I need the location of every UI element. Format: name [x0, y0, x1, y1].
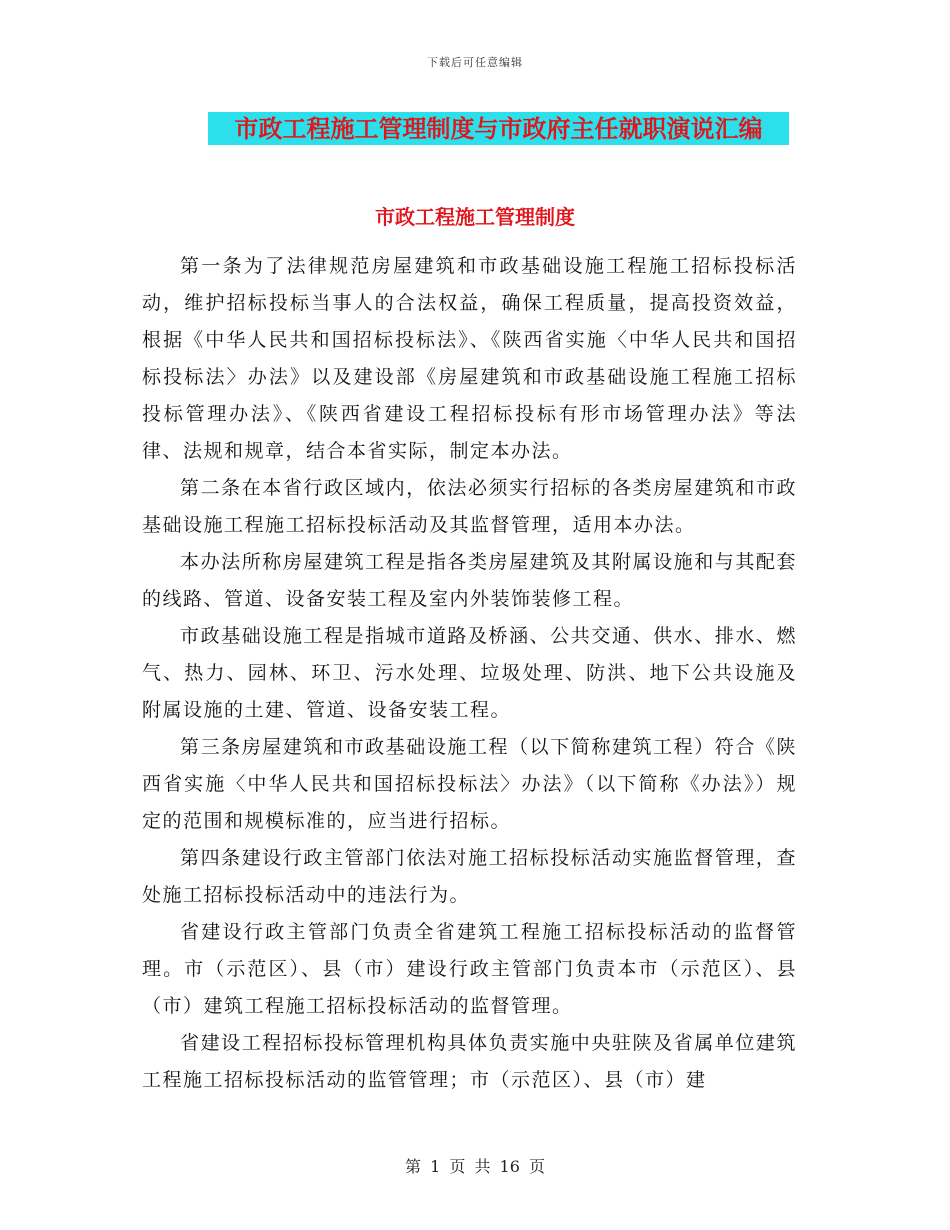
paragraph-provincial-duty: 省建设行政主管部门负责全省建筑工程施工招标投标活动的监督管理。市（示范区）、县（市）建设行政主管部门负责本市（示范区）、县（市）建筑工程施工招标投标活动的监督管理。 [142, 921, 797, 1017]
paragraph-article-1: 第一条为了法律规范房屋建筑和市政基础设施工程施工招标投标活动，维护招标投标当事人的合法权益，确保工程质量，提高投资效益，根据《中华人民共和国招标投标法》、《陕西省实施〈中华人民共和国招标投标法〉办法》以及建设部《房屋建筑和市政基础设施工程施工招标投标管理办法》、《陕西省建设工程招标投标有形市场管理办法》等法律、法规和规章，结合本省实际，制定本办法。 [142, 255, 797, 462]
paragraph-agency-duty: 省建设工程招标投标管理机构具体负责实施中央驻陕及省属单位建筑工程施工招标投标活动的监管管理；市（示范区）、县（市）建 [142, 1032, 797, 1091]
body-text [142, 248, 797, 1099]
section-title: 市政工程施工管理制度 [375, 205, 575, 229]
document-title: 市政工程施工管理制度与市政府主任就职演说汇编 [208, 112, 789, 145]
paragraph-building-definition: 本办法所称房屋建筑工程是指各类房屋建筑及其附属设施和与其配套的线路、管道、设备安装工程及室内外装饰装修工程。 [142, 551, 797, 610]
paragraph-municipal-definition: 市政基础设施工程是指城市道路及桥涵、公共交通、供水、排水、燃气、热力、园林、环卫、污水处理、垃圾处理、防洪、地下公共设施及附属设施的土建、管道、设备安装工程。 [142, 625, 797, 721]
paragraph-article-3: 第三条房屋建筑和市政基础设施工程（以下简称建筑工程）符合《陕西省实施〈中华人民共和国招标投标法〉办法》（以下简称《办法》）规定的范围和规模标准的，应当进行招标。 [142, 736, 797, 832]
paragraph-article-2: 第二条在本省行政区域内，依法必须实行招标的各类房屋建筑和市政基础设施工程施工招标投标活动及其监督管理，适用本办法。 [142, 477, 797, 536]
page-number-footer: 第 1 页 共 16 页 [405, 1157, 545, 1176]
header-note: 下载后可任意编辑 [427, 56, 523, 69]
paragraph-article-4: 第四条建设行政主管部门依法对施工招标投标活动实施监督管理，查处施工招标投标活动中的违法行为。 [142, 847, 797, 906]
